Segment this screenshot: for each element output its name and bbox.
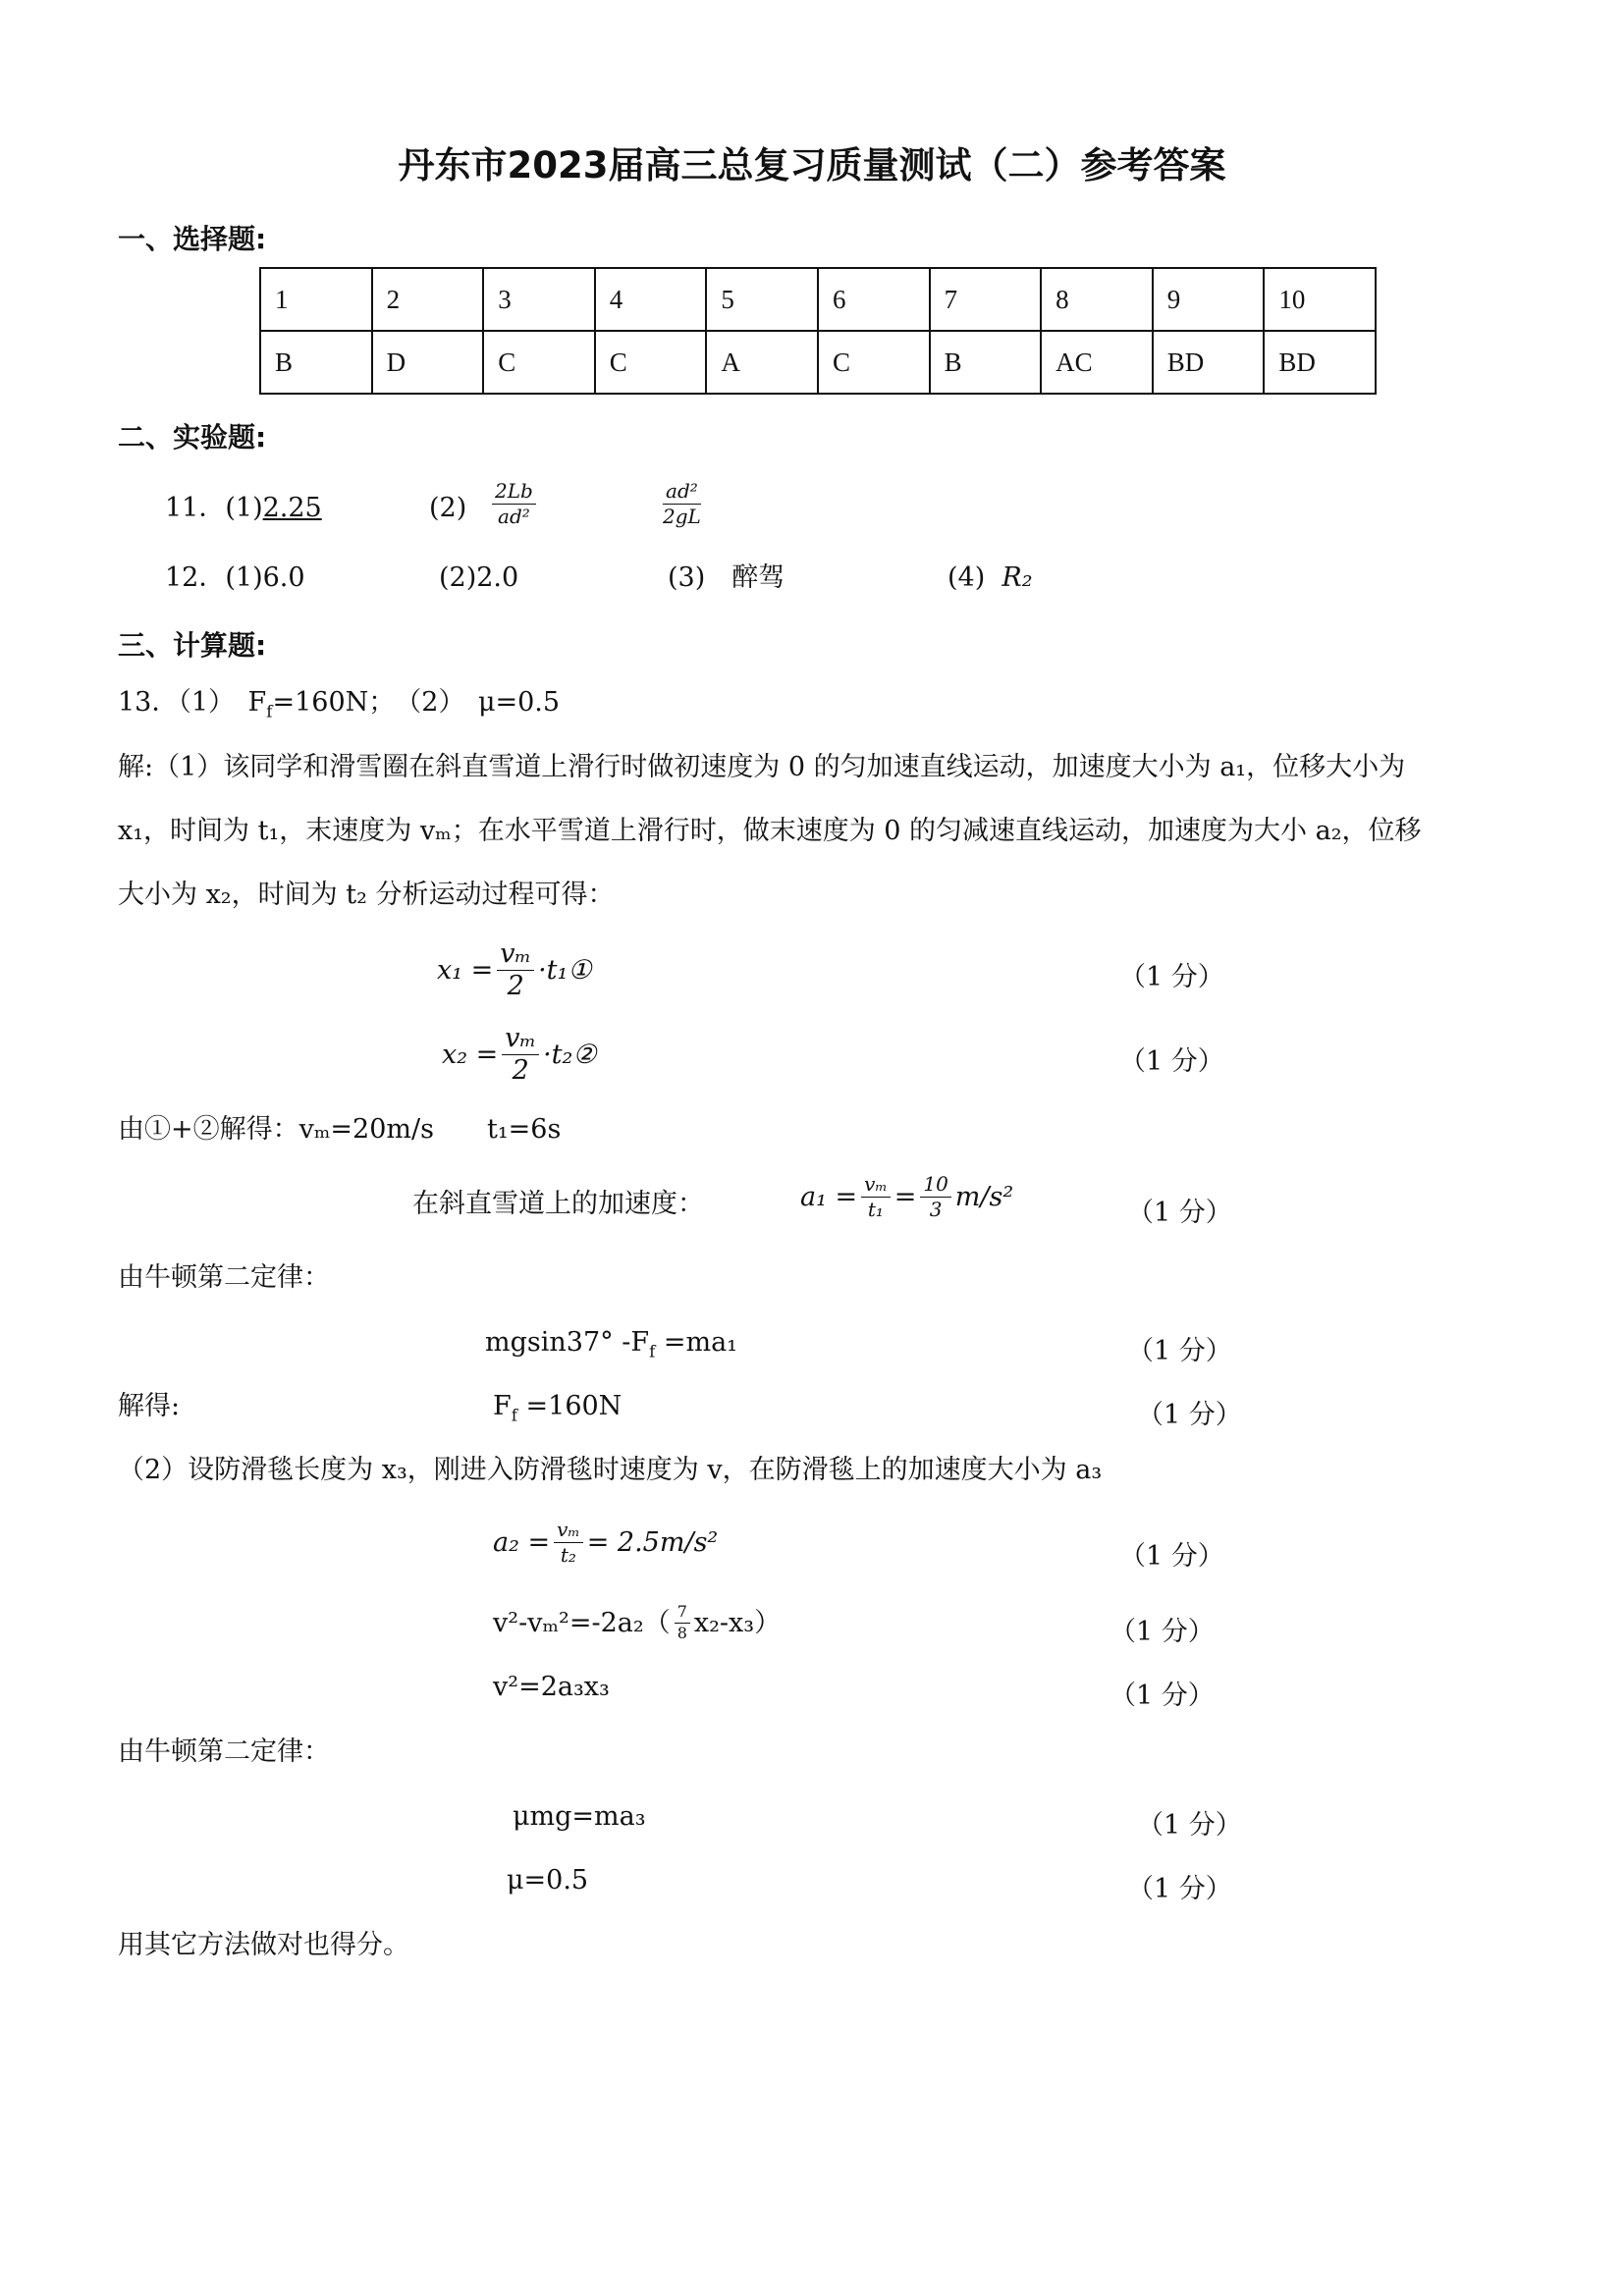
fraction-numerator: 2Lb (492, 481, 536, 505)
fraction-numerator: vₘ (554, 1520, 583, 1543)
fraction-numerator: vₘ (497, 940, 534, 971)
choice-answer-table (259, 267, 1377, 395)
section-choice-heading: 一、选择题: (118, 223, 267, 255)
q13-summary-head: 13．（1） F (118, 687, 267, 718)
solution-line-3: 大小为 x₂，时间为 t₂ 分析运动过程可得： (118, 880, 615, 910)
q11-fraction-1 (488, 481, 540, 527)
closing-note: 用其它方法做对也得分。 (118, 1930, 409, 1960)
fraction-denominator: ad² (498, 505, 530, 528)
q11-line (165, 495, 322, 521)
q12-part4 (947, 564, 1033, 591)
q12-part2: (2)2.0 (439, 562, 519, 593)
table-cell: BD (1153, 331, 1265, 394)
score-mark: （1 分） (1127, 1336, 1232, 1366)
eq-newton-head: mgsin37° -F (485, 1327, 650, 1358)
eq1-tail: ·t₁① (538, 955, 592, 987)
equation-a2 (493, 1520, 718, 1566)
equation-newton: mgsin37° $-F_f =ma_1$ (485, 1327, 737, 1362)
part2-intro: （2）设防滑毯长度为 x₃，刚进入防滑毯时速度为 v，在防滑毯上的加速度大小为 a₃ (118, 1455, 1103, 1485)
eq2-tail: ·t₂② (543, 1040, 597, 1071)
q11-answer-1: 2.25 (262, 493, 322, 523)
newton-law-label-2: 由牛顿第二定律： (118, 1736, 330, 1767)
solve-ff-tail: =160N (516, 1391, 623, 1421)
table-cell: AC (1041, 331, 1153, 394)
q13-summary: 13．（1） $F_f=160N$； （2） μ=0.5 (118, 687, 561, 721)
table-cell: D (372, 331, 484, 394)
score-mark: （1 分） (1119, 962, 1224, 992)
fraction-numerator: vₘ (861, 1174, 891, 1198)
newton-law-label-1: 由牛顿第二定律： (118, 1262, 330, 1293)
score-mark: （1 分） (1119, 1541, 1224, 1572)
fraction-numerator: 10 (920, 1174, 950, 1198)
table-cell: BD (1264, 331, 1376, 394)
table-row-numbers (260, 268, 1376, 331)
q11-label: 11．(1) (165, 493, 263, 523)
a2-lhs: a₂ = (493, 1527, 551, 1558)
solve-ff: $F_f =160N$ (493, 1391, 623, 1425)
accel-label: 在斜直雪道上的加速度： (412, 1189, 704, 1219)
solve-label: 解得: (118, 1391, 181, 1421)
score-mark: （1 分） (1127, 1198, 1232, 1228)
q12-part3: (3) 醉驾 (668, 562, 785, 593)
table-cell: 4 (595, 268, 707, 331)
page-title: 丹东市2023届高三总复习质量测试（二）参考答案 (398, 144, 1226, 187)
table-cell: 2 (372, 268, 484, 331)
solution-line-2: x₁，时间为 t₁，末速度为 vₘ；在水平雪道上滑行时，做末速度为 0 的匀减速直线运动，加速度为大小 a₂，位移 (118, 816, 1422, 846)
equation-2 (442, 1025, 597, 1086)
fraction-denominator: 3 (929, 1198, 943, 1221)
q13-summary-tail: =160N； （2） μ=0.5 (272, 687, 561, 718)
table-cell: A (706, 331, 818, 394)
score-mark: （1 分） (1110, 1681, 1215, 1711)
table-cell: 8 (1041, 268, 1153, 331)
table-cell: C (818, 331, 930, 394)
score-mark: （1 分） (1137, 1400, 1242, 1430)
a1-unit: m/s² (954, 1182, 1014, 1212)
score-mark: （1 分） (1110, 1617, 1215, 1647)
a1-equals: = (893, 1182, 917, 1212)
fraction-denominator: t₁ (867, 1198, 884, 1221)
q11-fraction-2 (656, 481, 708, 527)
equation-mu-2: μ=0.5 (507, 1865, 589, 1896)
table-cell: 1 (260, 268, 372, 331)
table-row-answers (260, 331, 1376, 394)
table-cell: 7 (930, 268, 1042, 331)
score-mark: （1 分） (1119, 1046, 1224, 1077)
table-cell: B (260, 331, 372, 394)
q12-part4-label: (4) (947, 562, 986, 593)
table-cell: 9 (1153, 268, 1265, 331)
solve-ff-head: F (493, 1391, 512, 1421)
score-mark: （1 分） (1137, 1810, 1242, 1841)
fraction-denominator: t₂ (560, 1543, 576, 1567)
table-cell: C (595, 331, 707, 394)
eq-v1-head: v²-vₘ²=-2a₂（ (493, 1607, 671, 1638)
equation-mu-1: μmg=ma₃ (513, 1801, 646, 1832)
a2-tail: = 2.5m/s² (586, 1527, 719, 1558)
score-mark: （1 分） (1127, 1874, 1232, 1904)
fraction-denominator: 8 (677, 1623, 687, 1642)
fraction-numerator: 7 (675, 1604, 690, 1624)
eq-v1-tail: x₂-x₃） (693, 1607, 782, 1638)
equation-v1 (493, 1604, 781, 1642)
eq2-lhs: x₂ = (442, 1040, 499, 1071)
equation-a1 (800, 1174, 1013, 1220)
fraction-numerator: vₘ (502, 1025, 539, 1055)
eq-newton-tail: =ma₁ (655, 1327, 737, 1358)
table-cell: 6 (818, 268, 930, 331)
fraction-denominator: 2gL (663, 505, 701, 528)
table-cell: 10 (1264, 268, 1376, 331)
section-experiment-heading: 二、实验题: (118, 421, 267, 454)
a1-lhs: a₁ = (800, 1182, 858, 1212)
solution-line-1: 解:（1）该同学和滑雪圈在斜直雪道上滑行时做初速度为 0 的匀加速直线运动，加速度大小为 a₁，位移大小为 (118, 752, 1406, 782)
section-calc-heading: 三、计算题: (118, 629, 267, 662)
eq1-lhs: x₁ = (437, 955, 494, 987)
solve-line-1: 由①+②解得：vₘ=20m/s t₁=6s (118, 1114, 562, 1145)
table-cell: 3 (483, 268, 595, 331)
fraction-denominator: 2 (507, 971, 524, 1002)
table-cell: C (483, 331, 595, 394)
table-cell: 5 (706, 268, 818, 331)
fraction-denominator: 2 (512, 1055, 529, 1087)
table-cell: B (930, 331, 1042, 394)
equation-v2: v²=2a₃x₃ (493, 1672, 610, 1702)
equation-1 (437, 940, 592, 1001)
q12-part1: 12．(1)6.0 (165, 562, 305, 593)
q11-part2-label: (2) (429, 493, 467, 523)
q12-part4-value: R₂ (1001, 562, 1033, 593)
fraction-numerator: ad² (663, 481, 701, 505)
